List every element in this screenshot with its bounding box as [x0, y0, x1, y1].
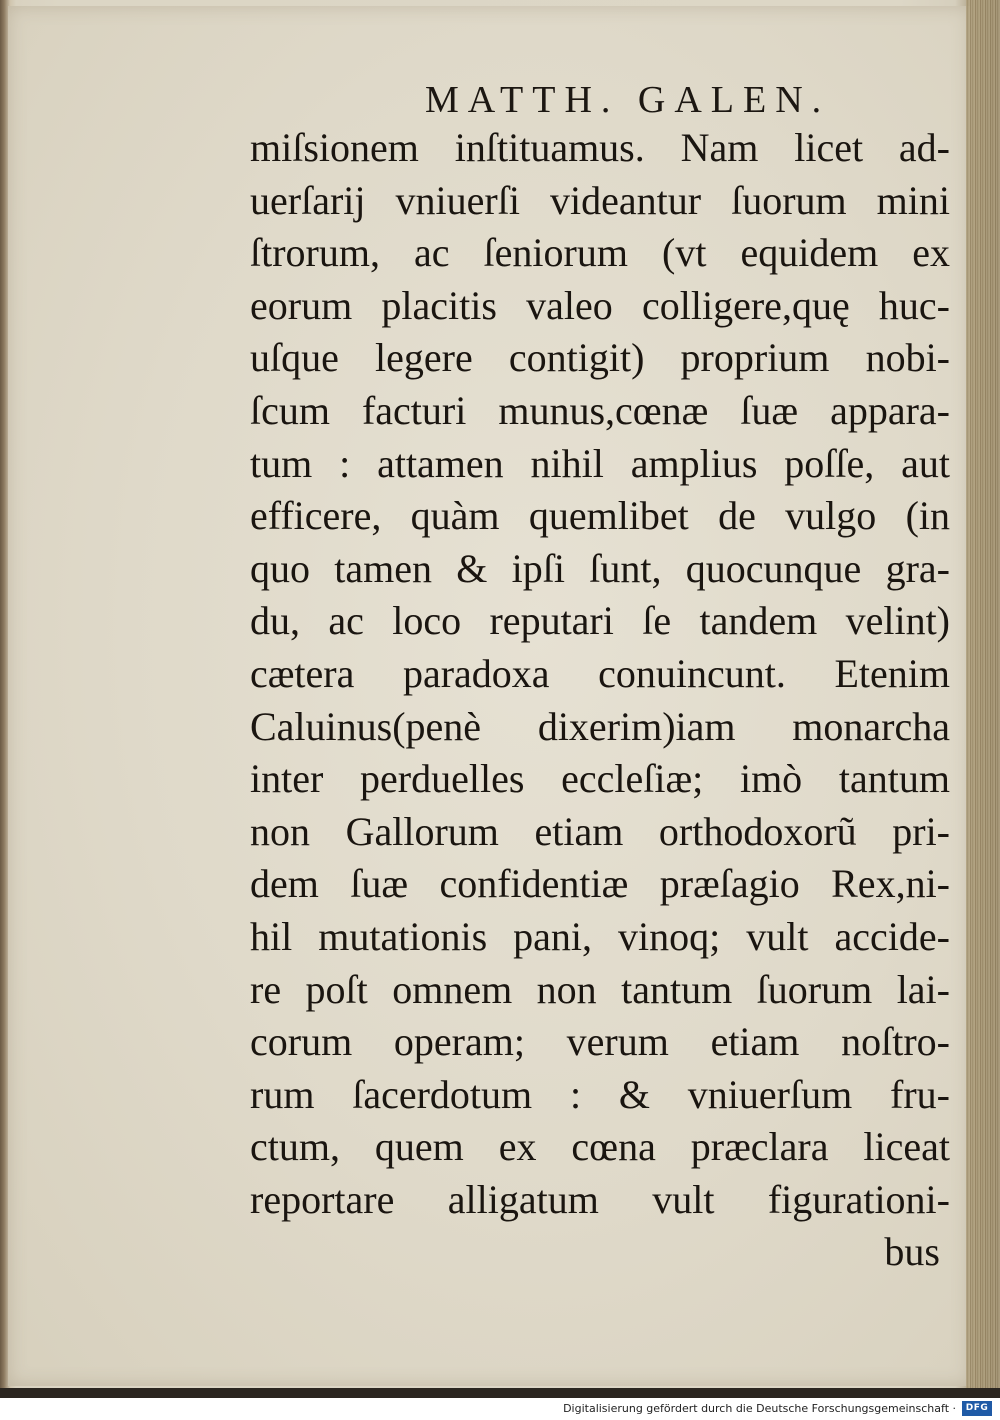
text-line: du, ac loco reputari ſe tandem velint): [250, 598, 950, 644]
scan-bottom-edge: [0, 1388, 1000, 1398]
text-line: uſque legere contigit) proprium nobi-: [250, 335, 950, 381]
body-text: [250, 122, 950, 1279]
catchword: bus: [884, 1229, 940, 1275]
text-line: corum operam; verum etiam noſtro-: [250, 1019, 950, 1065]
text-line: eorum placitis valeo colligere,quę huc-: [250, 282, 950, 328]
page-edges: [966, 0, 1000, 1398]
footer-bar: [0, 1398, 1000, 1420]
text-line: dem ſuæ confidentiæ præſagio Rex,ni-: [250, 861, 950, 907]
dfg-logo-icon: DFG: [962, 1401, 992, 1416]
text-line: non Gallorum etiam orthodoxorũ pri-: [250, 808, 950, 854]
text-line: re poſt omnem non tantum ſuorum lai-: [250, 966, 950, 1012]
text-line: ſcum facturi munus,cœnæ ſuæ appara-: [250, 387, 950, 433]
text-line: efficere, quàm quemlibet de vulgo (in: [250, 493, 950, 539]
text-line: uerſarij vniuerſi videantur ſuorum mini: [250, 177, 950, 223]
running-head: MATTH. GALEN.: [425, 79, 831, 121]
text-line: inter perduelles eccleſiæ; imò tantum: [250, 756, 950, 802]
text-line: ctum, quem ex cœna præclara liceat: [250, 1124, 950, 1170]
text-line: ſtrorum, ac ſeniorum (vt equidem ex: [250, 230, 950, 276]
text-line: hil mutationis pani, vinoq; vult accide-: [250, 913, 950, 959]
text-line: Caluinus(penè dixerim)iam monarcha: [250, 703, 950, 749]
text-line: tum : attamen nihil amplius poſſe, aut: [250, 440, 950, 486]
text-line: quo tamen & ipſi ſunt, quocunque gra-: [250, 545, 950, 591]
text-line: rum ſacerdotum : & vniuerſum fru-: [250, 1071, 950, 1117]
text-line: miſsionem inſtituamus. Nam licet ad-: [250, 125, 950, 170]
text-line: cætera paradoxa conuincunt. Etenim: [250, 650, 950, 696]
funding-notice: Digitalisierung gefördert durch die Deutsche Forschungsgemeinschaft ·: [563, 1402, 956, 1415]
text-line: reportare alligatum vult figurationi-: [250, 1176, 950, 1222]
